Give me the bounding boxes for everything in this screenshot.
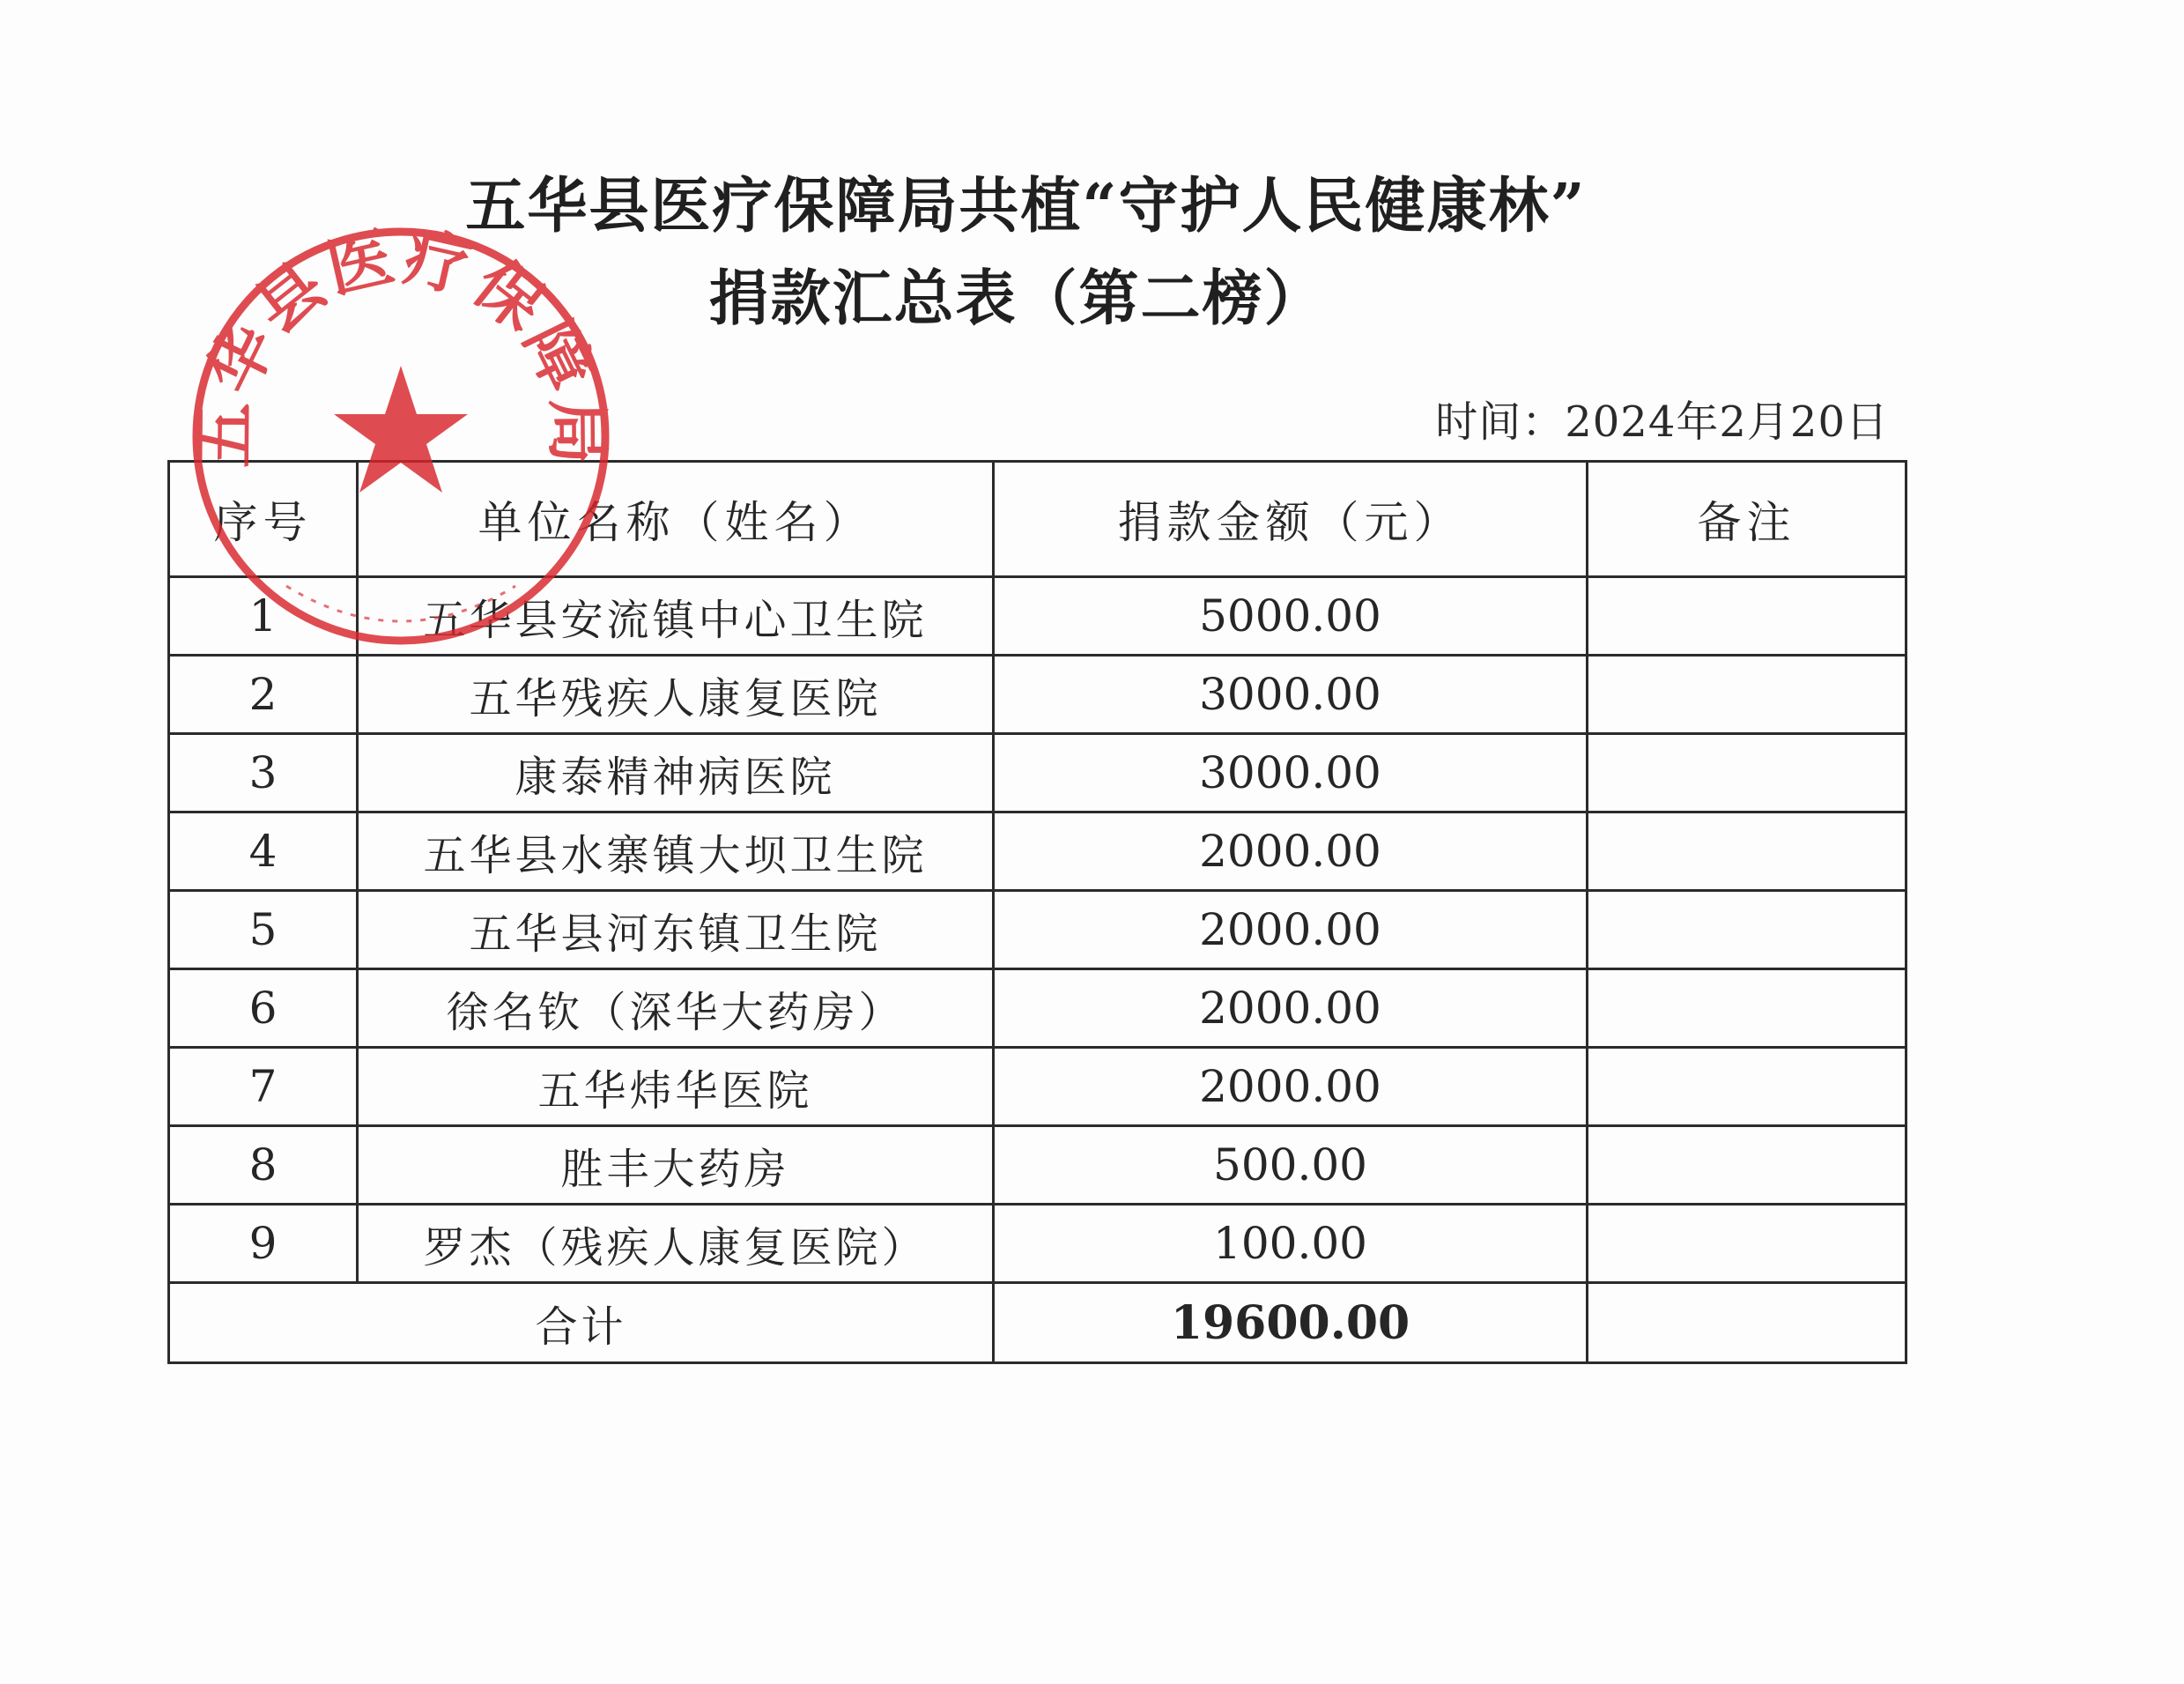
row-unit-name: 五华县安流镇中心卫生院 bbox=[358, 577, 994, 656]
table-row bbox=[169, 577, 1906, 656]
date-label: 时间： bbox=[1435, 397, 1566, 447]
row-unit-name: 徐名钦（深华大药房） bbox=[358, 969, 994, 1048]
table-row bbox=[169, 1126, 1906, 1205]
row-serial-number: 1 bbox=[169, 577, 358, 656]
table-row bbox=[169, 734, 1906, 812]
header-unit-name: 单位名称（姓名） bbox=[358, 462, 994, 577]
row-remarks bbox=[1588, 1048, 1906, 1126]
row-serial-number: 3 bbox=[169, 734, 358, 812]
row-unit-name: 五华县河东镇卫生院 bbox=[358, 891, 994, 969]
table-row bbox=[169, 891, 1906, 969]
date-value: 2024年2月20日 bbox=[1565, 397, 1889, 447]
document-title-line-2: 捐款汇总表（第二榜） bbox=[708, 263, 1326, 334]
seal-lettering: 五华县医疗保障局 bbox=[186, 219, 616, 469]
total-remarks bbox=[1588, 1283, 1906, 1363]
donation-summary-table bbox=[167, 460, 1907, 1364]
row-unit-name: 胜丰大药房 bbox=[358, 1126, 994, 1205]
row-remarks bbox=[1588, 969, 1906, 1048]
table-row bbox=[169, 656, 1906, 734]
row-unit-name: 五华县水寨镇大坝卫生院 bbox=[358, 812, 994, 891]
row-remarks bbox=[1588, 891, 1906, 969]
table-row bbox=[169, 812, 1906, 891]
total-amount: 19600.00 bbox=[994, 1283, 1588, 1363]
row-serial-number: 2 bbox=[169, 656, 358, 734]
row-donation-amount: 5000.00 bbox=[994, 577, 1588, 656]
row-serial-number: 7 bbox=[169, 1048, 358, 1126]
row-unit-name: 五华炜华医院 bbox=[358, 1048, 994, 1126]
header-donation-amount: 捐款金额（元） bbox=[994, 462, 1588, 577]
table-row bbox=[169, 1205, 1906, 1283]
row-unit-name: 罗杰（残疾人康复医院） bbox=[358, 1205, 994, 1283]
total-label: 合计 bbox=[169, 1283, 994, 1363]
row-donation-amount: 3000.00 bbox=[994, 656, 1588, 734]
row-remarks bbox=[1588, 1126, 1906, 1205]
row-remarks bbox=[1588, 656, 1906, 734]
header-remarks: 备注 bbox=[1588, 462, 1906, 577]
row-donation-amount: 2000.00 bbox=[994, 812, 1588, 891]
header-serial-number: 序号 bbox=[169, 462, 358, 577]
row-remarks bbox=[1588, 734, 1906, 812]
row-serial-number: 8 bbox=[169, 1126, 358, 1205]
row-serial-number: 5 bbox=[169, 891, 358, 969]
row-unit-name: 康泰精神病医院 bbox=[358, 734, 994, 812]
table-header-row bbox=[169, 462, 1906, 577]
table-total-row bbox=[169, 1283, 1906, 1363]
row-remarks bbox=[1588, 577, 1906, 656]
row-serial-number: 6 bbox=[169, 969, 358, 1048]
row-serial-number: 9 bbox=[169, 1205, 358, 1283]
row-serial-number: 4 bbox=[169, 812, 358, 891]
row-donation-amount: 2000.00 bbox=[994, 969, 1588, 1048]
row-donation-amount: 3000.00 bbox=[994, 734, 1588, 812]
document-date bbox=[1435, 388, 1889, 449]
table-row bbox=[169, 969, 1906, 1048]
row-donation-amount: 2000.00 bbox=[994, 1048, 1588, 1126]
row-remarks bbox=[1588, 812, 1906, 891]
row-donation-amount: 500.00 bbox=[994, 1126, 1588, 1205]
table-row bbox=[169, 1048, 1906, 1126]
document-title-line-1: 五华县医疗保障局共植“守护人民健康林” bbox=[465, 171, 1587, 241]
row-remarks bbox=[1588, 1205, 1906, 1283]
row-donation-amount: 100.00 bbox=[994, 1205, 1588, 1283]
row-unit-name: 五华残疾人康复医院 bbox=[358, 656, 994, 734]
row-donation-amount: 2000.00 bbox=[994, 891, 1588, 969]
